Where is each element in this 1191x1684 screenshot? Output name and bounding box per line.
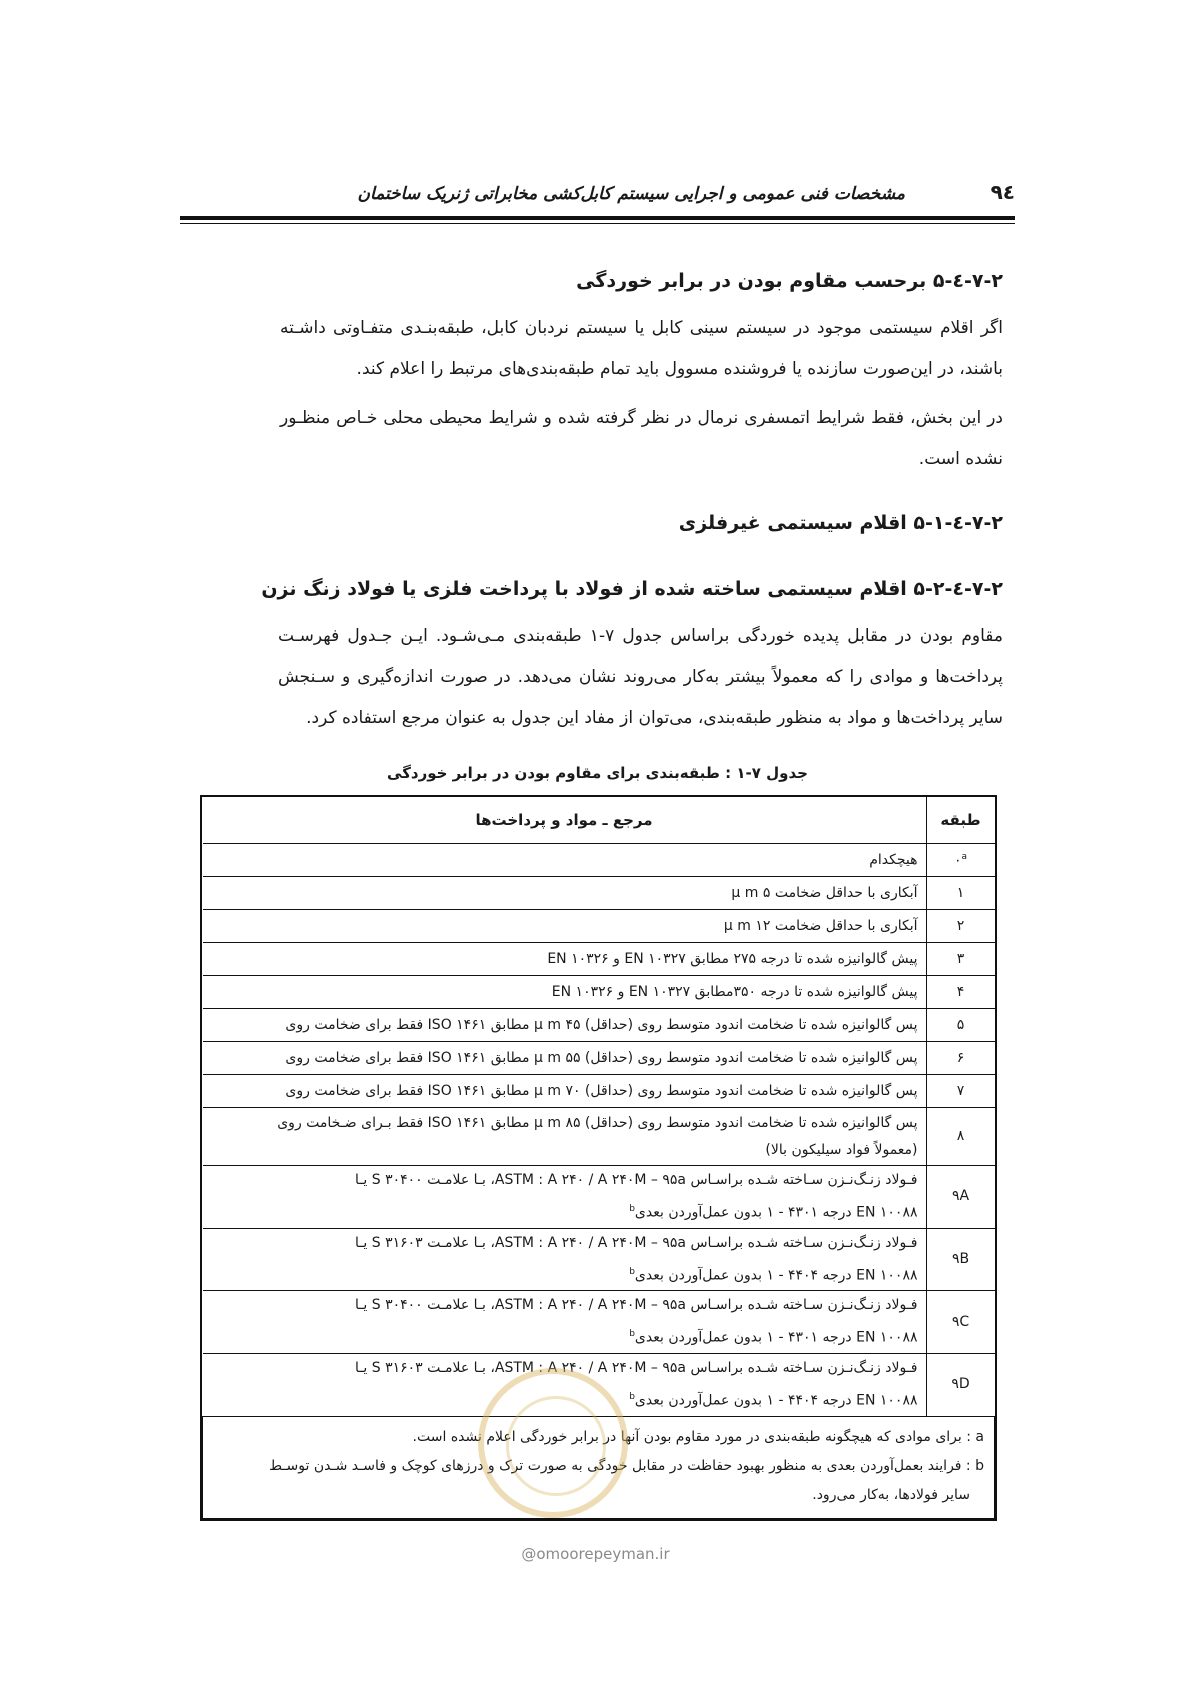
page-number: ۹٤ — [990, 180, 1015, 204]
watermark-seal-logo — [478, 1368, 628, 1518]
table-row — [203, 1108, 995, 1166]
table-row — [203, 1009, 995, 1042]
table-caption: جدول ۷-۱ : طبقه‌بندی برای مقاوم بودن در برابر خوردگی — [387, 764, 808, 782]
table-row — [203, 1042, 995, 1075]
note-a: a : برای موادی که هیچگونه طبقه‌بندی در مورد مقاوم بودن آنها در برابر خوردگی اعلام نشده است. — [412, 1428, 984, 1445]
class-cell: ۳ — [926, 943, 995, 976]
class-cell: ۲ — [926, 910, 995, 943]
section-heading-corrosion: ۷-۲-٤-۵ برحسب مقاوم بودن در برابر خوردگی — [576, 270, 1003, 292]
class-cell: ۶ — [926, 1042, 995, 1075]
class-cell: ۷ — [926, 1075, 995, 1108]
note-b: b : فرایند بعمل‌آوردن بعدی به منظور بهبود حفاظت در مقابل خودگی به صورت ترک و درزهای کوچک و فاسـد شـدن توسـط — [269, 1457, 984, 1474]
description-cell: آبکاری با حداقل ضخامت ۱۲ µ m — [203, 910, 927, 943]
description-cell: فـولاد زنـگ‌نـزن سـاخته شـده براسـاس ASTM : A ۲۴۰ / A ۲۴۰M – ۹۵a، بـا علامـت S ۳۰۴۰۰ یـا EN ۱۰۰۸۸ درجه ۴۳۰۱ - ۱ بدون عمل‌آوردن بعدی$^b$ — [203, 1166, 927, 1229]
class-cell: ۹B — [926, 1228, 995, 1291]
class-cell: ۹A — [926, 1166, 995, 1229]
header-description: مرجع ـ مواد و پرداخت‌ها — [203, 797, 927, 844]
note-b-continued: سایر فولادها، به‌کار می‌رود. — [812, 1486, 970, 1503]
section-heading-nonmetallic: ۷-۲-٤-۵-۱ اقلام سیستمی غیرفلزی — [678, 512, 1003, 534]
description-cell: پس گالوانیزه شده تا ضخامت اندود متوسط روی (حداقل) ۵۵ µ m مطابق ISO ۱۴۶۱ فقط برای ضخامت روی — [203, 1042, 927, 1075]
header-title: مشخصات فنی عمومی و اجرایی سیستم کابل‌کشی مخابراتی ژنریک ساختمان — [357, 184, 905, 204]
paragraph-table-intro: مقاوم بودن در مقابل پدیده خوردگی براساس جدول ۷-۱ طبقه‌بندی مـی‌شـود. ایـن جـدول فهرسـت پرداخت‌ها و موادی را که معمولاً بیشتر به‌کار می‌روند نشان می‌دهد. در صورت اندازه‌گیری و سـنجش سایر پرداخت‌ها و مواد به منظور طبقه‌بندی، می‌توان از مفاد این جدول به عنوان مرجع استفاده کرد. — [278, 626, 1003, 728]
header-class: طبقه — [926, 797, 995, 844]
paragraph-atmospheric: در این بخش، فقط شرایط اتمسفری نرمال در نظر گرفته شده و شرایط محیطی محلی خـاص منظـور نشده است. — [280, 408, 1003, 469]
table-row — [203, 844, 995, 877]
class-cell: ۴ — [926, 976, 995, 1009]
class-cell: ۵ — [926, 1009, 995, 1042]
description-cell: پیش گالوانیزه شده تا درجه ۳۵۰مطابق EN ۱۰۳۲۷ و EN ۱۰۳۲۶ — [203, 976, 927, 1009]
table-row — [203, 1291, 995, 1354]
description-cell: پس گالوانیزه شده تا ضخامت اندود متوسط روی (حداقل) ۴۵ µ m مطابق ISO ۱۴۶۱ فقط برای ضخامت روی — [203, 1009, 927, 1042]
class-cell: ۸ — [926, 1108, 995, 1166]
description-cell: فـولاد زنـگ‌نـزن سـاخته شـده براسـاس ASTM : A ۲۴۰ / A ۲۴۰M – ۹۵a، بـا علامـت S ۳۱۶۰۳ یـا EN ۱۰۰۸۸ درجه ۴۴۰۴ - ۱ بدون عمل‌آوردن بعدی$^b$ — [203, 1353, 927, 1416]
description-cell: پیش گالوانیزه شده تا درجه ۲۷۵ مطابق EN ۱۰۳۲۷ و EN ۱۰۳۲۶ — [203, 943, 927, 976]
table-row — [203, 943, 995, 976]
description-cell: پس گالوانیزه شده تا ضخامت اندود متوسط روی (حداقل) ۸۵ µ m مطابق ISO ۱۴۶۱ فقط بـرای ضـخامت روی (معمولاً فواد سیلیکون بالا) — [203, 1108, 927, 1166]
description-cell: فـولاد زنـگ‌نـزن سـاخته شـده براسـاس ASTM : A ۲۴۰ / A ۲۴۰M – ۹۵a، بـا علامـت S ۳۱۶۰۳ یـا EN ۱۰۰۸۸ درجه ۴۴۰۴ - ۱ بدون عمل‌آوردن بعدی$^b$ — [203, 1228, 927, 1291]
class-cell: ۹D — [926, 1353, 995, 1416]
header-rule-thick — [180, 216, 1015, 220]
class-cell: ۹C — [926, 1291, 995, 1354]
table-row — [203, 1166, 995, 1229]
description-cell: پس گالوانیزه شده تا ضخامت اندود متوسط روی (حداقل) ۷۰ µ m مطابق ISO ۱۴۶۱ فقط برای ضخامت روی — [203, 1075, 927, 1108]
paragraph-classification: اگر اقلام سیستمی موجود در سیستم سینی کابل یا سیستم نردبان کابل، طبقه‌بنـدی متفـاوتی داشـته باشند، در این‌صورت سازنده یا فروشنده مسوول باید تمام طبقه‌بندی‌های مرتبط را اعلام کند. — [280, 318, 1003, 379]
table-row — [203, 877, 995, 910]
table-row — [203, 976, 995, 1009]
site-watermark: @omoorepeyman.ir — [521, 1545, 670, 1563]
description-cell: فـولاد زنـگ‌نـزن سـاخته شـده براسـاس ASTM : A ۲۴۰ / A ۲۴۰M – ۹۵a، بـا علامـت S ۳۰۴۰۰ یـا EN ۱۰۰۸۸ درجه ۴۳۰۱ - ۱ بدون عمل‌آوردن بعدی$^b$ — [203, 1291, 927, 1354]
table-row — [203, 1228, 995, 1291]
class-cell: ۱ — [926, 877, 995, 910]
class-cell: ۰$^a$ — [926, 844, 995, 877]
description-cell: آبکاری با حداقل ضخامت ۵ µ m — [203, 877, 927, 910]
table-row — [203, 910, 995, 943]
running-header — [180, 180, 1015, 214]
section-heading-steel: ۷-۲-٤-۵-۲ اقلام سیستمی ساخته شده از فولاد با پرداخت فلزی یا فولاد زنگ نزن — [261, 578, 1003, 600]
header-rule-thin — [180, 223, 1015, 224]
table-row — [203, 1075, 995, 1108]
description-cell: هیچکدام — [203, 844, 927, 877]
